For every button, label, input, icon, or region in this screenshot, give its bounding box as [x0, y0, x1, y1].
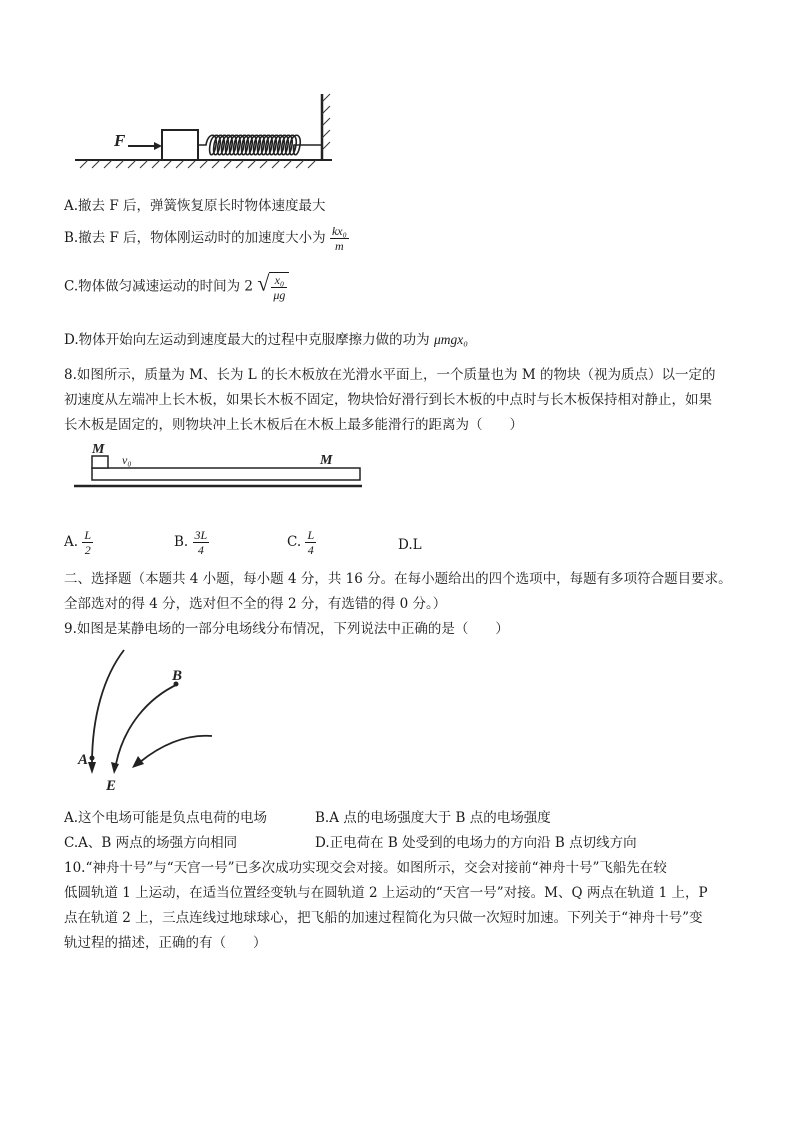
radical-sign: √	[257, 270, 270, 296]
q9-option-d: D.正电荷在 B 处受到的电场力的方向沿 B 点切线方向	[315, 835, 637, 851]
fraction-numerator: L	[307, 528, 315, 542]
field-line-middle	[116, 684, 178, 764]
q7-option-d	[64, 331, 468, 349]
q10-stem-line-3: 点在轨道 2 上，三点连线过地球球心，把飞船的加速过程简化为只做一次短时加速。下列关于“神舟十号”变	[64, 910, 703, 926]
long-board	[92, 468, 360, 480]
q8-stem-line-3: 长木板是固定的，则物块冲上长木板后在木板上最多能滑行的距离为（ ）	[64, 417, 523, 433]
q8-stem-line-1: 8.如图所示，质量为 M、长为 L 的长木板放在光滑水平面上，一个质量也为 M 的物块（视为质点）以一定的	[64, 367, 716, 383]
option-fraction	[82, 528, 93, 557]
q7-option-b	[64, 224, 349, 253]
q8-option-c	[287, 528, 316, 557]
field-line-left-arrowhead	[88, 762, 96, 774]
q7-option-c-text: C.物体做匀减速运动的时间为 2	[64, 278, 254, 295]
q8-option-d: D.L	[398, 537, 422, 553]
spring-block-figure	[70, 88, 340, 173]
fraction-numerator: x₀	[271, 273, 287, 288]
electric-field-lines-figure	[64, 646, 224, 796]
field-line-middle-arrowhead	[111, 762, 119, 774]
fraction-denominator: m	[335, 239, 344, 253]
point-B-label: B	[172, 668, 183, 684]
ground-hatching	[80, 160, 316, 168]
sqrt-expression	[257, 272, 289, 302]
force-label: F	[114, 131, 126, 150]
section2-heading-line-1: 二、选择题（本题共 4 小题，每小题 4 分，共 16 分。在每小题给出的四个选项中，每题有多项符合题目要求。	[64, 571, 732, 587]
q7-option-c	[64, 272, 289, 302]
q7-option-d-text: D.物体开始向左运动到速度最大的过程中克服摩擦力做的功为	[64, 332, 430, 348]
q9-option-b: B.A 点的电场强度大于 B 点的电场强度	[315, 810, 551, 826]
force-arrow-head	[154, 142, 162, 150]
fraction-numerator: kx₀	[331, 224, 347, 238]
q8-option-a	[64, 528, 93, 557]
q10-stem-line-2: 低圆轨道 1 上运动，在适当位置经变轨与在圆轨道 2 上运动的“天宫一号”对接。M、Q 两点在轨道 1 上，P	[64, 885, 708, 901]
sqrt-fraction	[271, 273, 287, 302]
option-letter: C.	[287, 534, 302, 550]
fraction-numerator: 3L	[194, 528, 208, 542]
board-mass-label: M	[320, 453, 333, 468]
block	[162, 130, 198, 160]
spring	[198, 135, 322, 155]
velocity-label: v₀	[122, 453, 132, 467]
fraction-numerator: L	[84, 528, 92, 542]
fraction-denominator: 4	[307, 543, 314, 557]
q8-stem-line-2: 初速度从左端冲上长木板，如果长木板不固定，物块恰好滑行到长木板的中点时与长木板保持相对静止，如果	[64, 392, 712, 408]
q10-stem-line-4: 轨过程的描述，正确的有（ ）	[64, 935, 267, 951]
field-line-right	[140, 736, 212, 762]
option-fraction	[193, 528, 210, 557]
option-letter: A.	[64, 534, 79, 550]
fraction-denominator: 4	[197, 543, 204, 557]
board-block-figure	[70, 440, 370, 500]
field-E-label: E	[106, 778, 117, 794]
fraction-denominator: μg	[273, 288, 286, 302]
point-A-label: A	[78, 752, 89, 768]
section2-heading-line-2: 全部选对的得 4 分，选对但不全的得 2 分，有选错的得 0 分。）	[64, 596, 447, 612]
q10-stem-line-1: 10.“神舟十号”与“天宫一号”已多次成功实现交会对接。如图所示，交会对接前“神舟十号”飞船先在较	[64, 860, 667, 876]
field-line-right-arrowhead	[132, 756, 144, 768]
block-mass-label: M	[92, 442, 105, 457]
q7-option-d-expression: μmgx₀	[433, 332, 468, 347]
option-letter: B.	[174, 534, 189, 550]
q9-option-c: C.A、B 两点的场强方向相同	[64, 835, 238, 851]
point-A-marker	[90, 756, 95, 761]
q9-stem: 9.如图是某静电场的一部分电场线分布情况，下列说法中正确的是（ ）	[64, 621, 509, 637]
q9-option-a: A.这个电场可能是负点电荷的电场	[64, 810, 268, 826]
q7-option-b-text: B.撤去 F 后，物体刚运动时的加速度大小为	[64, 230, 326, 246]
q8-option-b	[174, 528, 209, 557]
radicand	[269, 272, 289, 302]
q7-option-a: A.撤去 F 后，弹簧恢复原长时物体速度最大	[64, 198, 326, 214]
option-fraction	[305, 528, 316, 557]
q7-option-b-fraction	[330, 224, 349, 253]
small-block	[92, 456, 108, 468]
field-line-left	[92, 650, 124, 764]
fraction-denominator: 2	[84, 543, 91, 557]
